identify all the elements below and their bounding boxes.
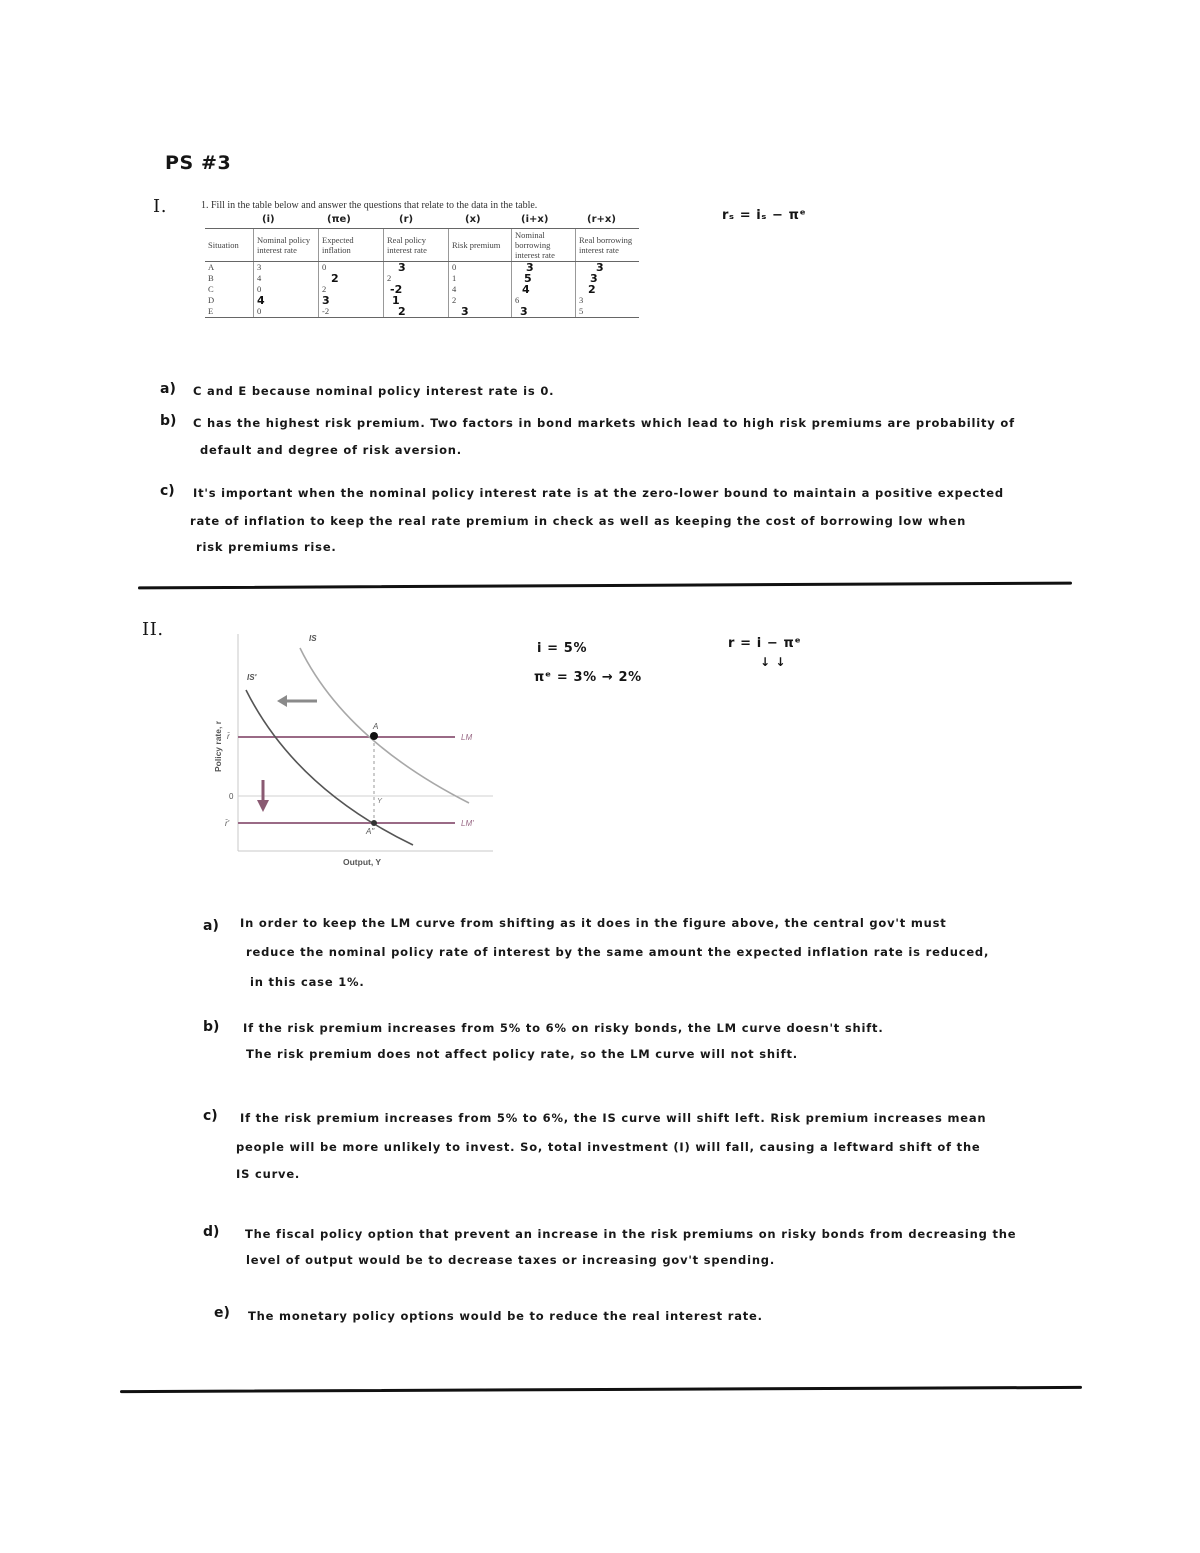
table-cell: 5 (576, 306, 640, 318)
y-tick-label: 0 (229, 792, 234, 801)
answer-line: reduce the nominal policy rate of interest by the same amount the expected inflation rate is reduced, (246, 945, 990, 959)
answer-label: d) (203, 1224, 220, 1240)
left-shift-arrow (277, 695, 317, 707)
table-cell: C (208, 284, 214, 294)
answer-line: The risk premium does not affect policy rate, so the LM curve will not shift. (246, 1047, 798, 1061)
part-1-numeral: I. (153, 196, 168, 217)
table-cell: 3 (512, 306, 576, 318)
part-2-numeral: II. (142, 619, 164, 640)
answer-label: e) (214, 1305, 230, 1321)
table-header: Nominal borrowing interest rate (512, 229, 576, 262)
table-cell: 0 (254, 284, 319, 295)
table-cell: 6 (512, 295, 576, 306)
table-header: Expected inflation (319, 229, 384, 262)
table-cell: 0 (254, 306, 319, 318)
table-row (205, 306, 639, 318)
table-header: Nominal policy interest rate (254, 229, 319, 262)
table-cell: -2 (319, 306, 384, 318)
answer-line: C and E because nominal policy interest rate is 0. (193, 384, 555, 398)
is-lm-chart-svg (205, 628, 505, 873)
table-cell: B (208, 273, 214, 283)
answer-line: in this case 1%. (250, 975, 365, 989)
y-tick-label: r̄ (227, 732, 230, 741)
real-rate-formula: rₛ = iₛ − πᵉ (722, 208, 807, 223)
column-tag: (i+x) (521, 214, 549, 225)
question-text: 1. Fill in the table below and answer the questions that relate to the data in the table. (201, 200, 538, 211)
table-cell: 4 (449, 284, 512, 295)
answer-line: risk premiums rise. (196, 540, 337, 554)
point-a-double-prime (371, 820, 377, 826)
section-divider (138, 582, 1072, 590)
table-cell: 3 (576, 273, 640, 284)
answer-line: In order to keep the LM curve from shifting as it does in the figure above, the central gov't must (240, 916, 947, 930)
table-cell: 3 (449, 306, 512, 318)
table-row (205, 262, 639, 274)
inflation-note: πᵉ = 3% → 2% (534, 670, 642, 685)
column-tag: (r) (399, 214, 414, 225)
answer-label: b) (160, 413, 177, 429)
table-cell: -2 (384, 284, 449, 295)
table-cell: 2 (319, 284, 384, 295)
point-a (370, 732, 378, 740)
decrease-arrows: ↓ ↓ (760, 655, 787, 669)
is-curve (300, 648, 469, 803)
table-header: Risk premium (449, 229, 512, 262)
table-cell: 3 (576, 295, 640, 306)
answer-line: If the risk premium increases from 5% to 6%, the IS curve will shift left. Risk premium increases mean (240, 1111, 987, 1125)
table-cell: E (205, 306, 254, 318)
table-cell: 3 (576, 262, 640, 274)
table-cell: 2 (384, 273, 449, 284)
table-cell: 4 (254, 273, 319, 284)
page-title: PS #3 (165, 152, 232, 174)
table-cell: A (208, 262, 215, 272)
output-annotation: Y (377, 796, 383, 805)
answer-line: rate of inflation to keep the real rate premium in check as well as keeping the cost of borrowing low when (190, 514, 967, 528)
point-a-label: A (373, 722, 379, 731)
table-row (205, 295, 639, 306)
is-label: IS (309, 634, 317, 643)
column-tag: (i) (262, 214, 275, 225)
table-header: Real policy interest rate (384, 229, 449, 262)
nominal-rate-note: i = 5% (537, 641, 588, 656)
column-tag: (πe) (327, 214, 351, 225)
answer-line: It's important when the nominal policy interest rate is at the zero-lower bound to maintain a positive expected (193, 486, 1004, 500)
lm-prime-label: LM' (461, 819, 474, 828)
table-cell: 3 (254, 262, 319, 274)
answer-line: default and degree of risk aversion. (200, 443, 462, 457)
point-a-double-prime-label: A" (366, 827, 375, 836)
table-row (205, 273, 639, 284)
table-cell: 0 (319, 262, 384, 274)
table-cell: 2 (319, 273, 384, 284)
answer-label: b) (203, 1019, 220, 1035)
table-cell: 3 (384, 262, 449, 274)
table-cell: 2 (449, 295, 512, 306)
answer-line: level of output would be to decrease taxes or increasing gov't spending. (246, 1253, 776, 1267)
table-header: Real borrowing interest rate (576, 229, 640, 262)
table-cell: 1 (384, 295, 449, 306)
table-cell: 4 (254, 295, 319, 306)
table-cell: 4 (512, 284, 576, 295)
table-cell: 3 (512, 262, 576, 274)
answer-line: C has the highest risk premium. Two factors in bond markets which lead to high risk premiums are probability of (193, 416, 1015, 430)
answer-line: The fiscal policy option that prevent an increase in the risk premiums on risky bonds from decreasing the (245, 1227, 1017, 1241)
table-header: Situation (205, 229, 254, 262)
is-lm-chart (205, 628, 505, 873)
answer-line: IS curve. (236, 1167, 301, 1181)
answer-line: people will be more unlikely to invest. So, total investment (I) will fall, causing a leftward shift of the (236, 1140, 981, 1154)
answer-label: c) (203, 1108, 218, 1124)
column-tag: (x) (465, 214, 481, 225)
table-cell: 5 (512, 273, 576, 284)
answer-line: If the risk premium increases from 5% to 6% on risky bonds, the LM curve doesn't shift. (243, 1021, 884, 1035)
table-header-row (205, 229, 639, 262)
answer-label: c) (160, 483, 175, 499)
lm-label: LM (461, 733, 473, 742)
answer-label: a) (203, 918, 219, 934)
table-cell: 1 (449, 273, 512, 284)
answer-label: a) (160, 381, 176, 397)
table-row (205, 284, 639, 295)
data-table (205, 228, 639, 318)
x-axis-label: Output, Y (343, 857, 382, 867)
bottom-divider (120, 1386, 1082, 1393)
is-prime-label: IS' (247, 673, 257, 682)
column-tag: (r+x) (587, 214, 616, 225)
answer-line: The monetary policy options would be to reduce the real interest rate. (248, 1309, 763, 1323)
y-tick-label: r̄' (225, 819, 230, 828)
y-axis-label: Policy rate, r (213, 720, 223, 772)
table-cell: 2 (384, 306, 449, 318)
is-prime-curve (246, 690, 413, 845)
table-cell: 2 (576, 284, 640, 295)
table-cell: D (208, 295, 215, 305)
table-cell: 0 (449, 262, 512, 274)
table-cell: 3 (319, 295, 384, 306)
real-rate-formula-2: r = i − πᵉ (728, 636, 802, 651)
